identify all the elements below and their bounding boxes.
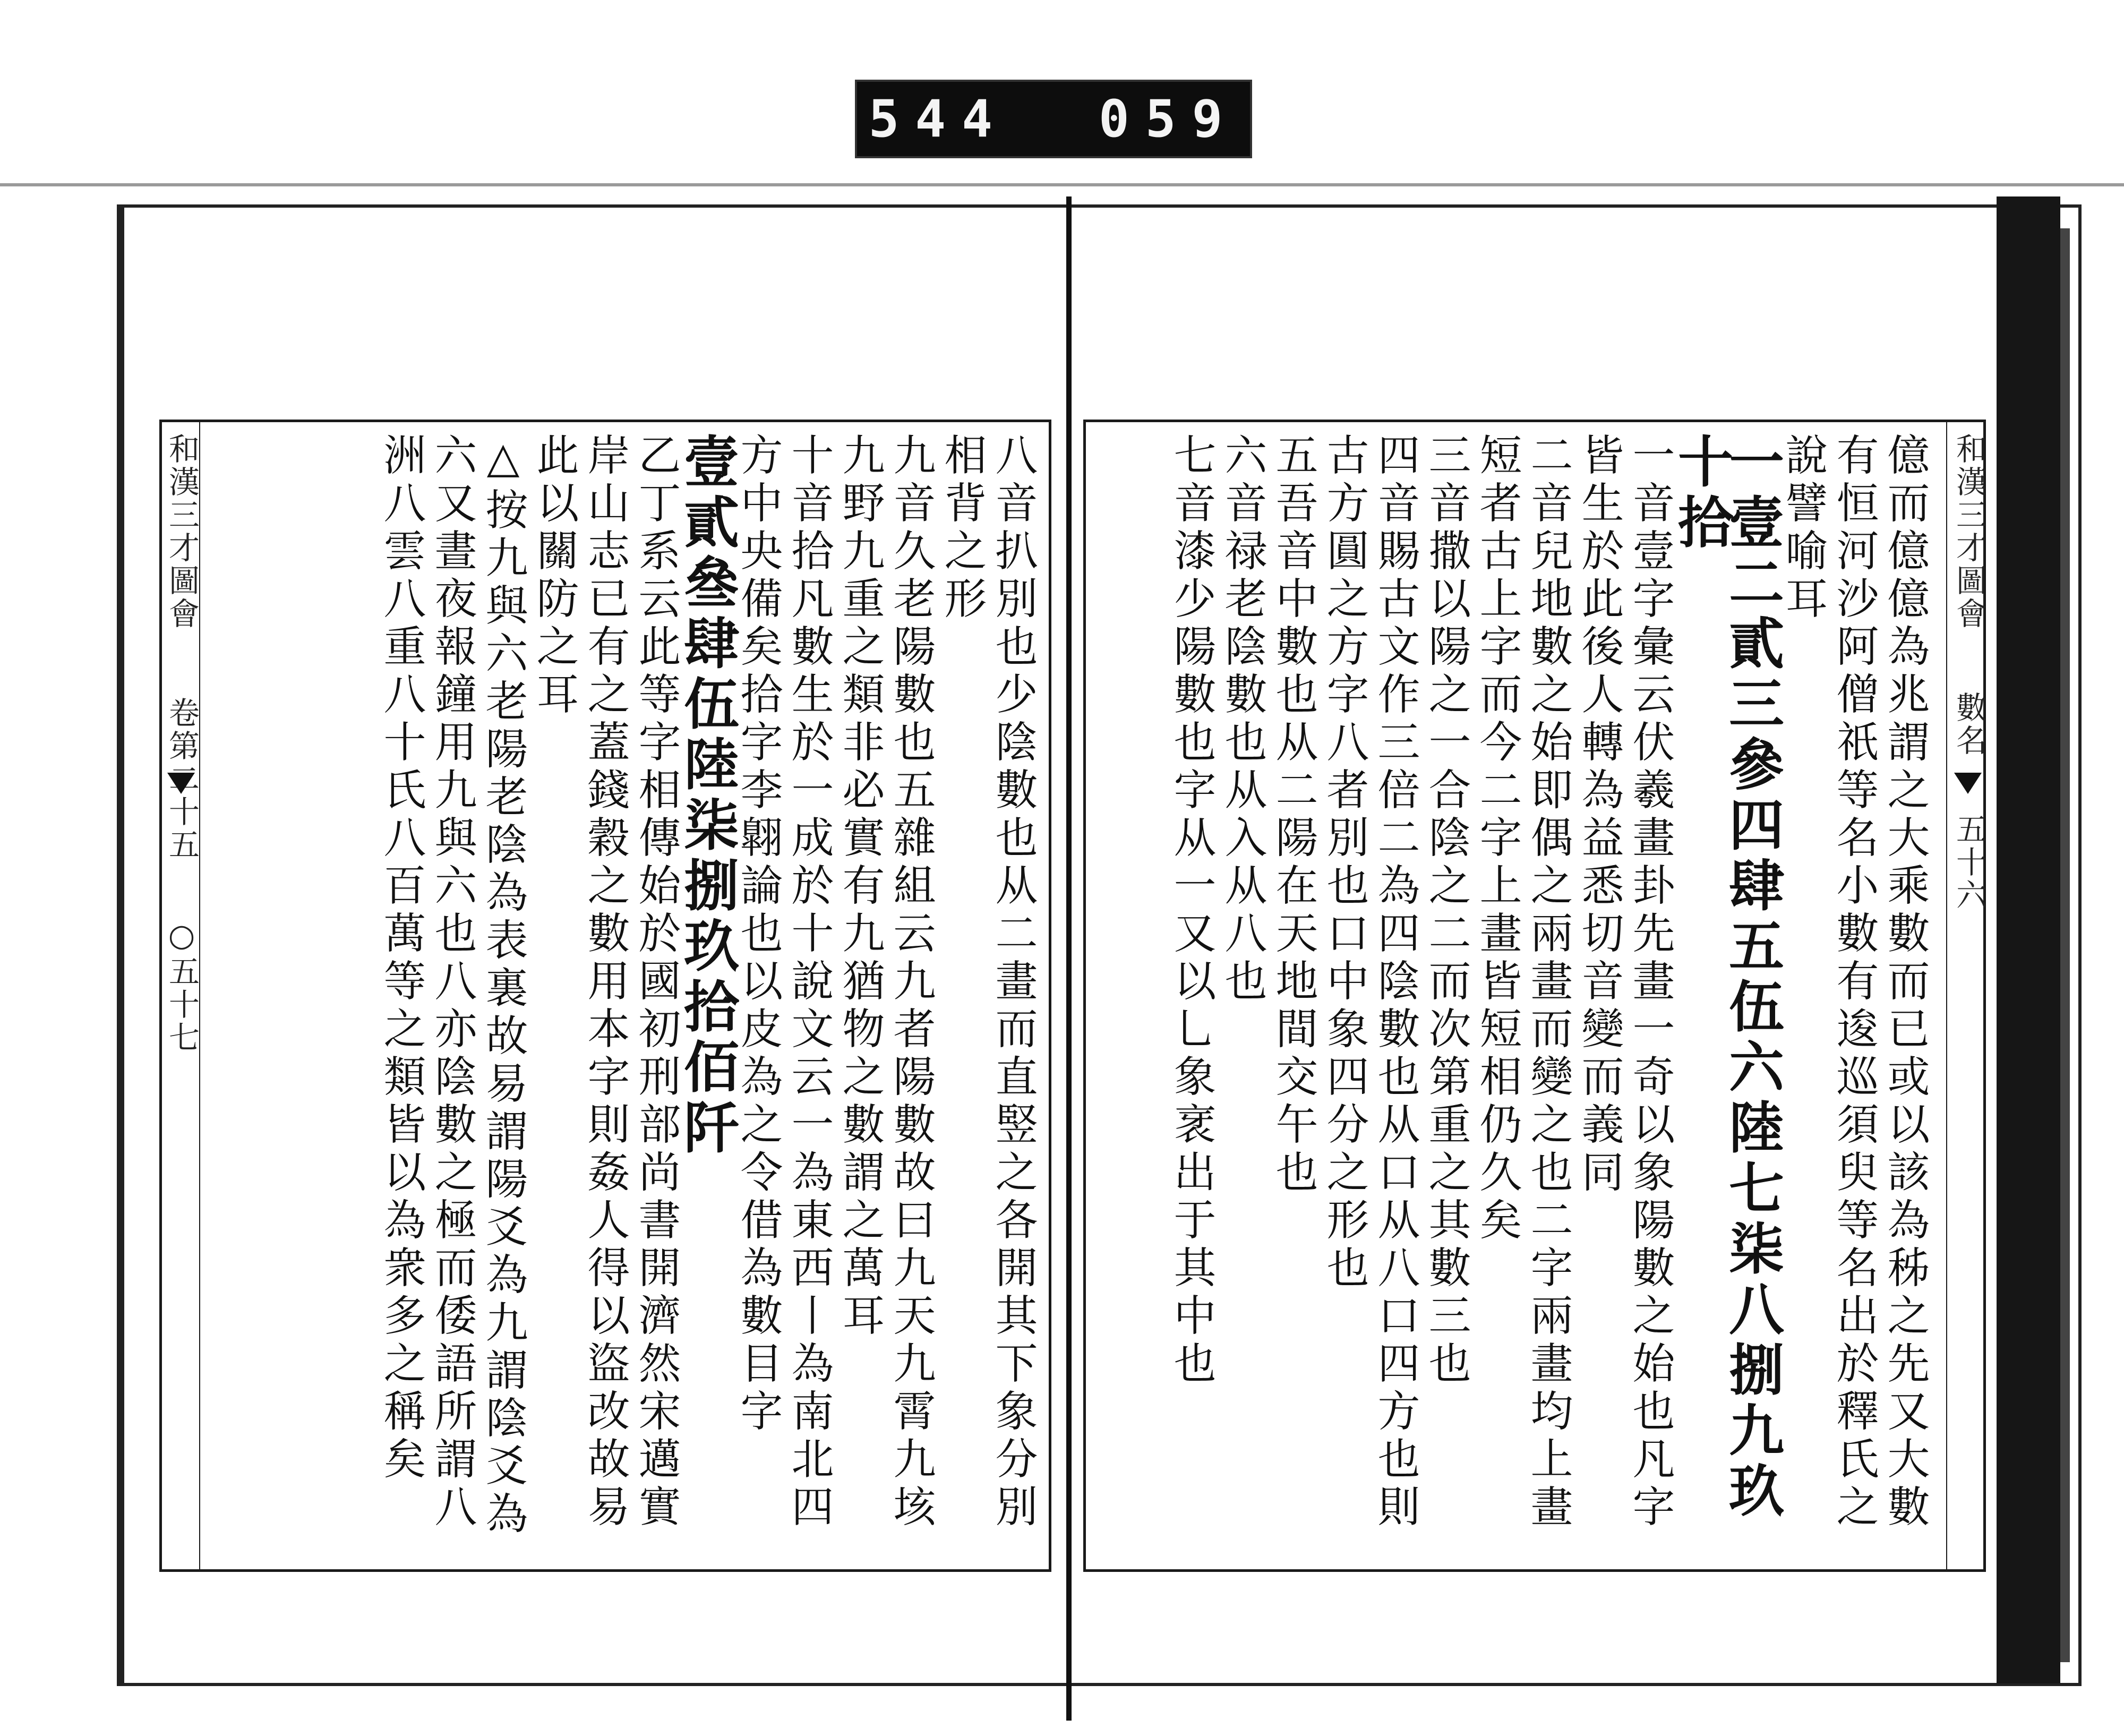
text-column: 一音壹字彙云伏羲畫卦先畫一奇以象陽數之始也凡字皆生於此後人轉為益悉切音變而義同 <box>1574 433 1675 1532</box>
scan-frame-tag <box>855 80 1252 158</box>
right-page-mark <box>1954 773 1982 794</box>
right-margin-folio: 五十六 <box>1951 813 1987 912</box>
scan-tag-left: 544 <box>868 89 1008 149</box>
text-column: 六音禄老陰數也从入从八也 <box>1218 433 1267 1006</box>
top-rule <box>0 183 2124 186</box>
formal-numerals-column: 壹貳叄肆伍陸柒捌玖拾佰阡 <box>674 433 740 1159</box>
text-column: 十音拾凡數生於一成於十說文云一為東西丨為南北四方中央備矣拾字李翺論也以皮為之令借為數目字 <box>733 433 834 1532</box>
left-page <box>159 420 1051 1572</box>
book-right-edge-inner <box>2060 228 2070 1662</box>
text-column: 七音漆少陽數也字从一又以乚象衺出于其中也 <box>1167 433 1216 1389</box>
scan-tag-right: 059 <box>1099 89 1239 149</box>
left-margin-volume: 卷第二十五 <box>164 696 200 861</box>
numerals-heading-column: 一壹二貳三參四肆五伍六陸七柒八捌九玖十拾 <box>1668 433 1785 1523</box>
text-column: 億而億億為兆謂之大乘數而已或以該為秭之先又大數有恒河沙阿僧祇等名小數有逡巡須臾等名出於釋氏之說譬喻耳 <box>1778 433 1930 1532</box>
text-column: 三音撒以陽之一合陰之二而次第重之其數三也 <box>1421 433 1471 1389</box>
right-page-body <box>1097 433 1930 1548</box>
left-page-mark <box>167 773 195 794</box>
text-column: △按九與六老陽老陰為表裏故易謂陽爻為九謂陰爻為六又晝夜報鐘用九與六也八亦陰數之極而倭語所謂八洲八雲八重八十氏八百萬等之類皆以為衆多之稱矣 <box>376 433 528 1539</box>
left-page-body <box>220 433 1038 1548</box>
text-column: 九音久老陽數也五雜組云九者陽數故曰九天九霄九垓九野九重之類非必實有九猶物之數謂之萬耳 <box>835 433 936 1532</box>
text-column: 乙丁系云此等字相傳始於國初刑部尚書開濟然宋邁實岸山志已有之蓋錢穀之數用本字則姦人得以盜改故易此以關防之耳 <box>529 433 681 1532</box>
right-page <box>1083 420 1986 1572</box>
right-page-margin-column <box>1951 433 1986 912</box>
text-column: 五吾音中數也从二陽在天地間交午也 <box>1269 433 1318 1198</box>
right-margin-section: 數名 <box>1951 691 1987 757</box>
right-margin-title: 和漢三才圖會 <box>1951 433 1987 630</box>
left-margin-folio: ○五十七 <box>164 917 200 1054</box>
text-column: 四音賜古文作三倍二為四陰數也从口从八口四方也則古方圓之方字八者別也口中象四分之形也 <box>1320 433 1420 1532</box>
left-page-margin-column <box>164 433 199 1054</box>
text-column: 八音扒別也少陰數也从二畫而直竪之各開其下象分別相背之形 <box>937 433 1038 1532</box>
left-margin-title: 和漢三才圖會 <box>164 433 200 630</box>
text-column: 二音兒地數之始即偶之兩畫而變之也二字兩畫均上畫短者古上字而今二字上畫皆短相仍久矣 <box>1472 433 1573 1532</box>
right-page-margin-rule <box>1946 422 1947 1569</box>
book-spine <box>1066 196 1072 1721</box>
book-right-edge <box>1997 196 2060 1683</box>
